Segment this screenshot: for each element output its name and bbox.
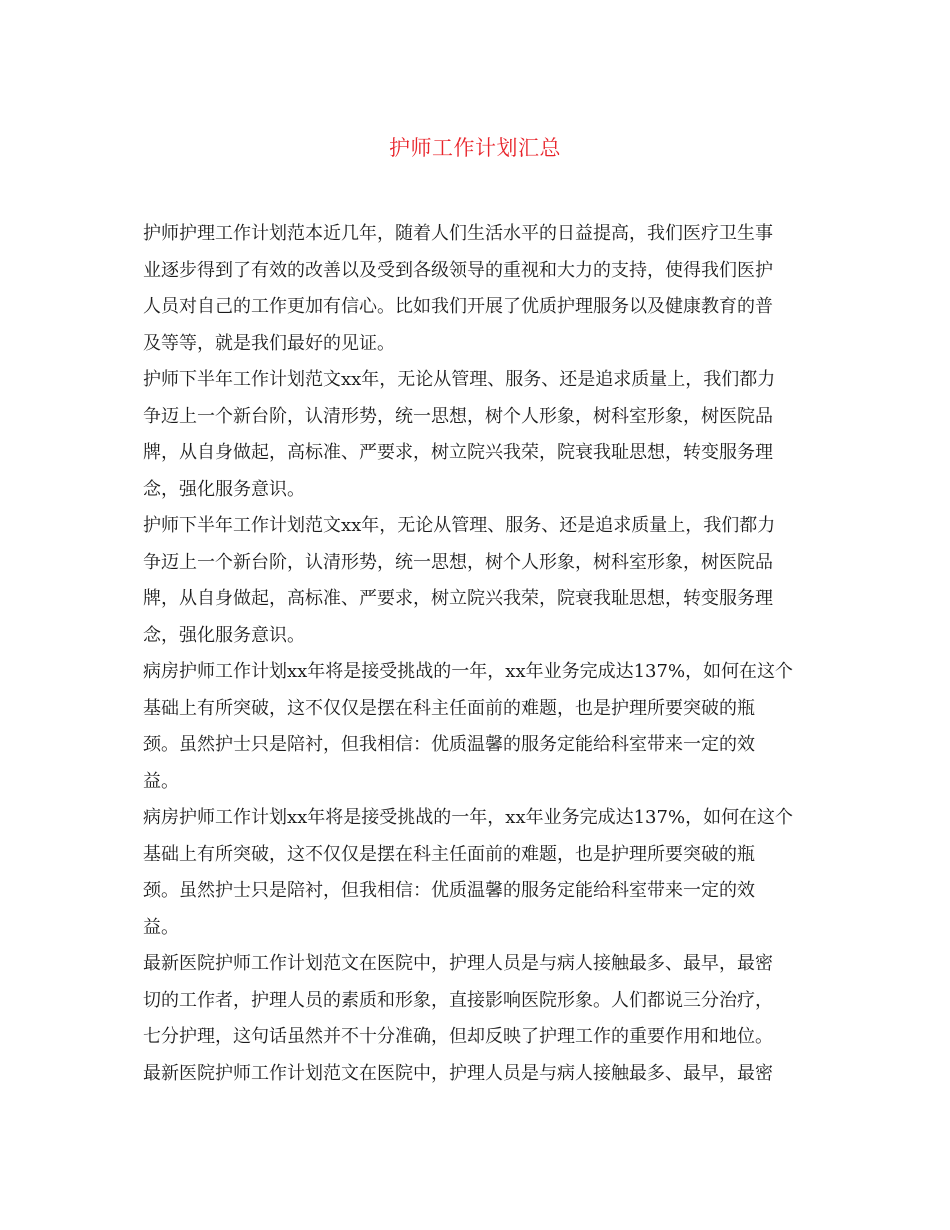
text-line: 病房护师工作计划xx年将是接受挑战的一年，xx年业务完成达137%，如何在这个 xyxy=(143,807,794,828)
paragraph xyxy=(143,216,813,362)
paragraph xyxy=(143,362,813,508)
document-title: 护师工作计划汇总 xyxy=(389,136,561,160)
paragraph xyxy=(143,946,813,1056)
text-line: 念，强化服务意识。 xyxy=(143,624,305,646)
text-line: 及等等，就是我们最好的见证。 xyxy=(143,332,395,354)
text-line: 争迈上一个新台阶，认清形势，统一思想，树个人形象，树科室形象，树医院品 xyxy=(143,405,773,427)
text-line: 人员对自己的工作更加有信心。比如我们开展了优质护理服务以及健康教育的普 xyxy=(143,296,773,317)
text-line: 护师护理工作计划范本近几年，随着人们生活水平的日益提高，我们医疗卫生事 xyxy=(143,223,773,244)
text-line: 病房护师工作计划xx年将是接受挑战的一年，xx年业务完成达137%，如何在这个 xyxy=(143,661,794,682)
text-line: 牌，从自身做起，高标准、严要求，树立院兴我荣，院衰我耻思想，转变服务理 xyxy=(143,588,773,609)
text-line: 念，强化服务意识。 xyxy=(143,478,305,500)
text-line: 益。 xyxy=(143,770,179,792)
text-line: 业逐步得到了有效的改善以及受到各级领导的重视和大力的支持，使得我们医护 xyxy=(143,259,773,281)
paragraph xyxy=(143,508,813,654)
text-line: 颈。虽然护士只是陪衬，但我相信：优质温馨的服务定能给科室带来一定的效 xyxy=(143,880,755,901)
text-line: 七分护理，这句话虽然并不十分准确，但却反映了护理工作的重要作用和地位。 xyxy=(143,1026,773,1047)
text-line: 争迈上一个新台阶，认清形势，统一思想，树个人形象，树科室形象，树医院品 xyxy=(143,551,773,573)
text-line: 基础上有所突破，这不仅仅是摆在科主任面前的难题，也是护理所要突破的瓶 xyxy=(143,843,755,865)
text-line: 益。 xyxy=(143,916,179,938)
text-line: 基础上有所突破，这不仅仅是摆在科主任面前的难题，也是护理所要突破的瓶 xyxy=(143,697,755,719)
text-line: 颈。虽然护士只是陪衬，但我相信：优质温馨的服务定能给科室带来一定的效 xyxy=(143,734,755,755)
text-line: 最新医院护师工作计划范文在医院中，护理人员是与病人接触最多、最早，最密 xyxy=(143,1062,773,1084)
paragraph xyxy=(143,1056,813,1093)
document-body xyxy=(143,216,813,1092)
text-line: 护师下半年工作计划范文xx年，无论从管理、服务、还是追求质量上，我们都力 xyxy=(143,515,776,536)
text-line: 护师下半年工作计划范文xx年，无论从管理、服务、还是追求质量上，我们都力 xyxy=(143,369,776,390)
text-line: 切的工作者，护理人员的素质和形象，直接影响医院形象。人们都说三分治疗， xyxy=(143,989,773,1011)
text-line: 牌，从自身做起，高标准、严要求，树立院兴我荣，院衰我耻思想，转变服务理 xyxy=(143,442,773,463)
paragraph xyxy=(143,800,813,946)
text-line: 最新医院护师工作计划范文在医院中，护理人员是与病人接触最多、最早，最密 xyxy=(143,953,773,974)
paragraph xyxy=(143,654,813,800)
